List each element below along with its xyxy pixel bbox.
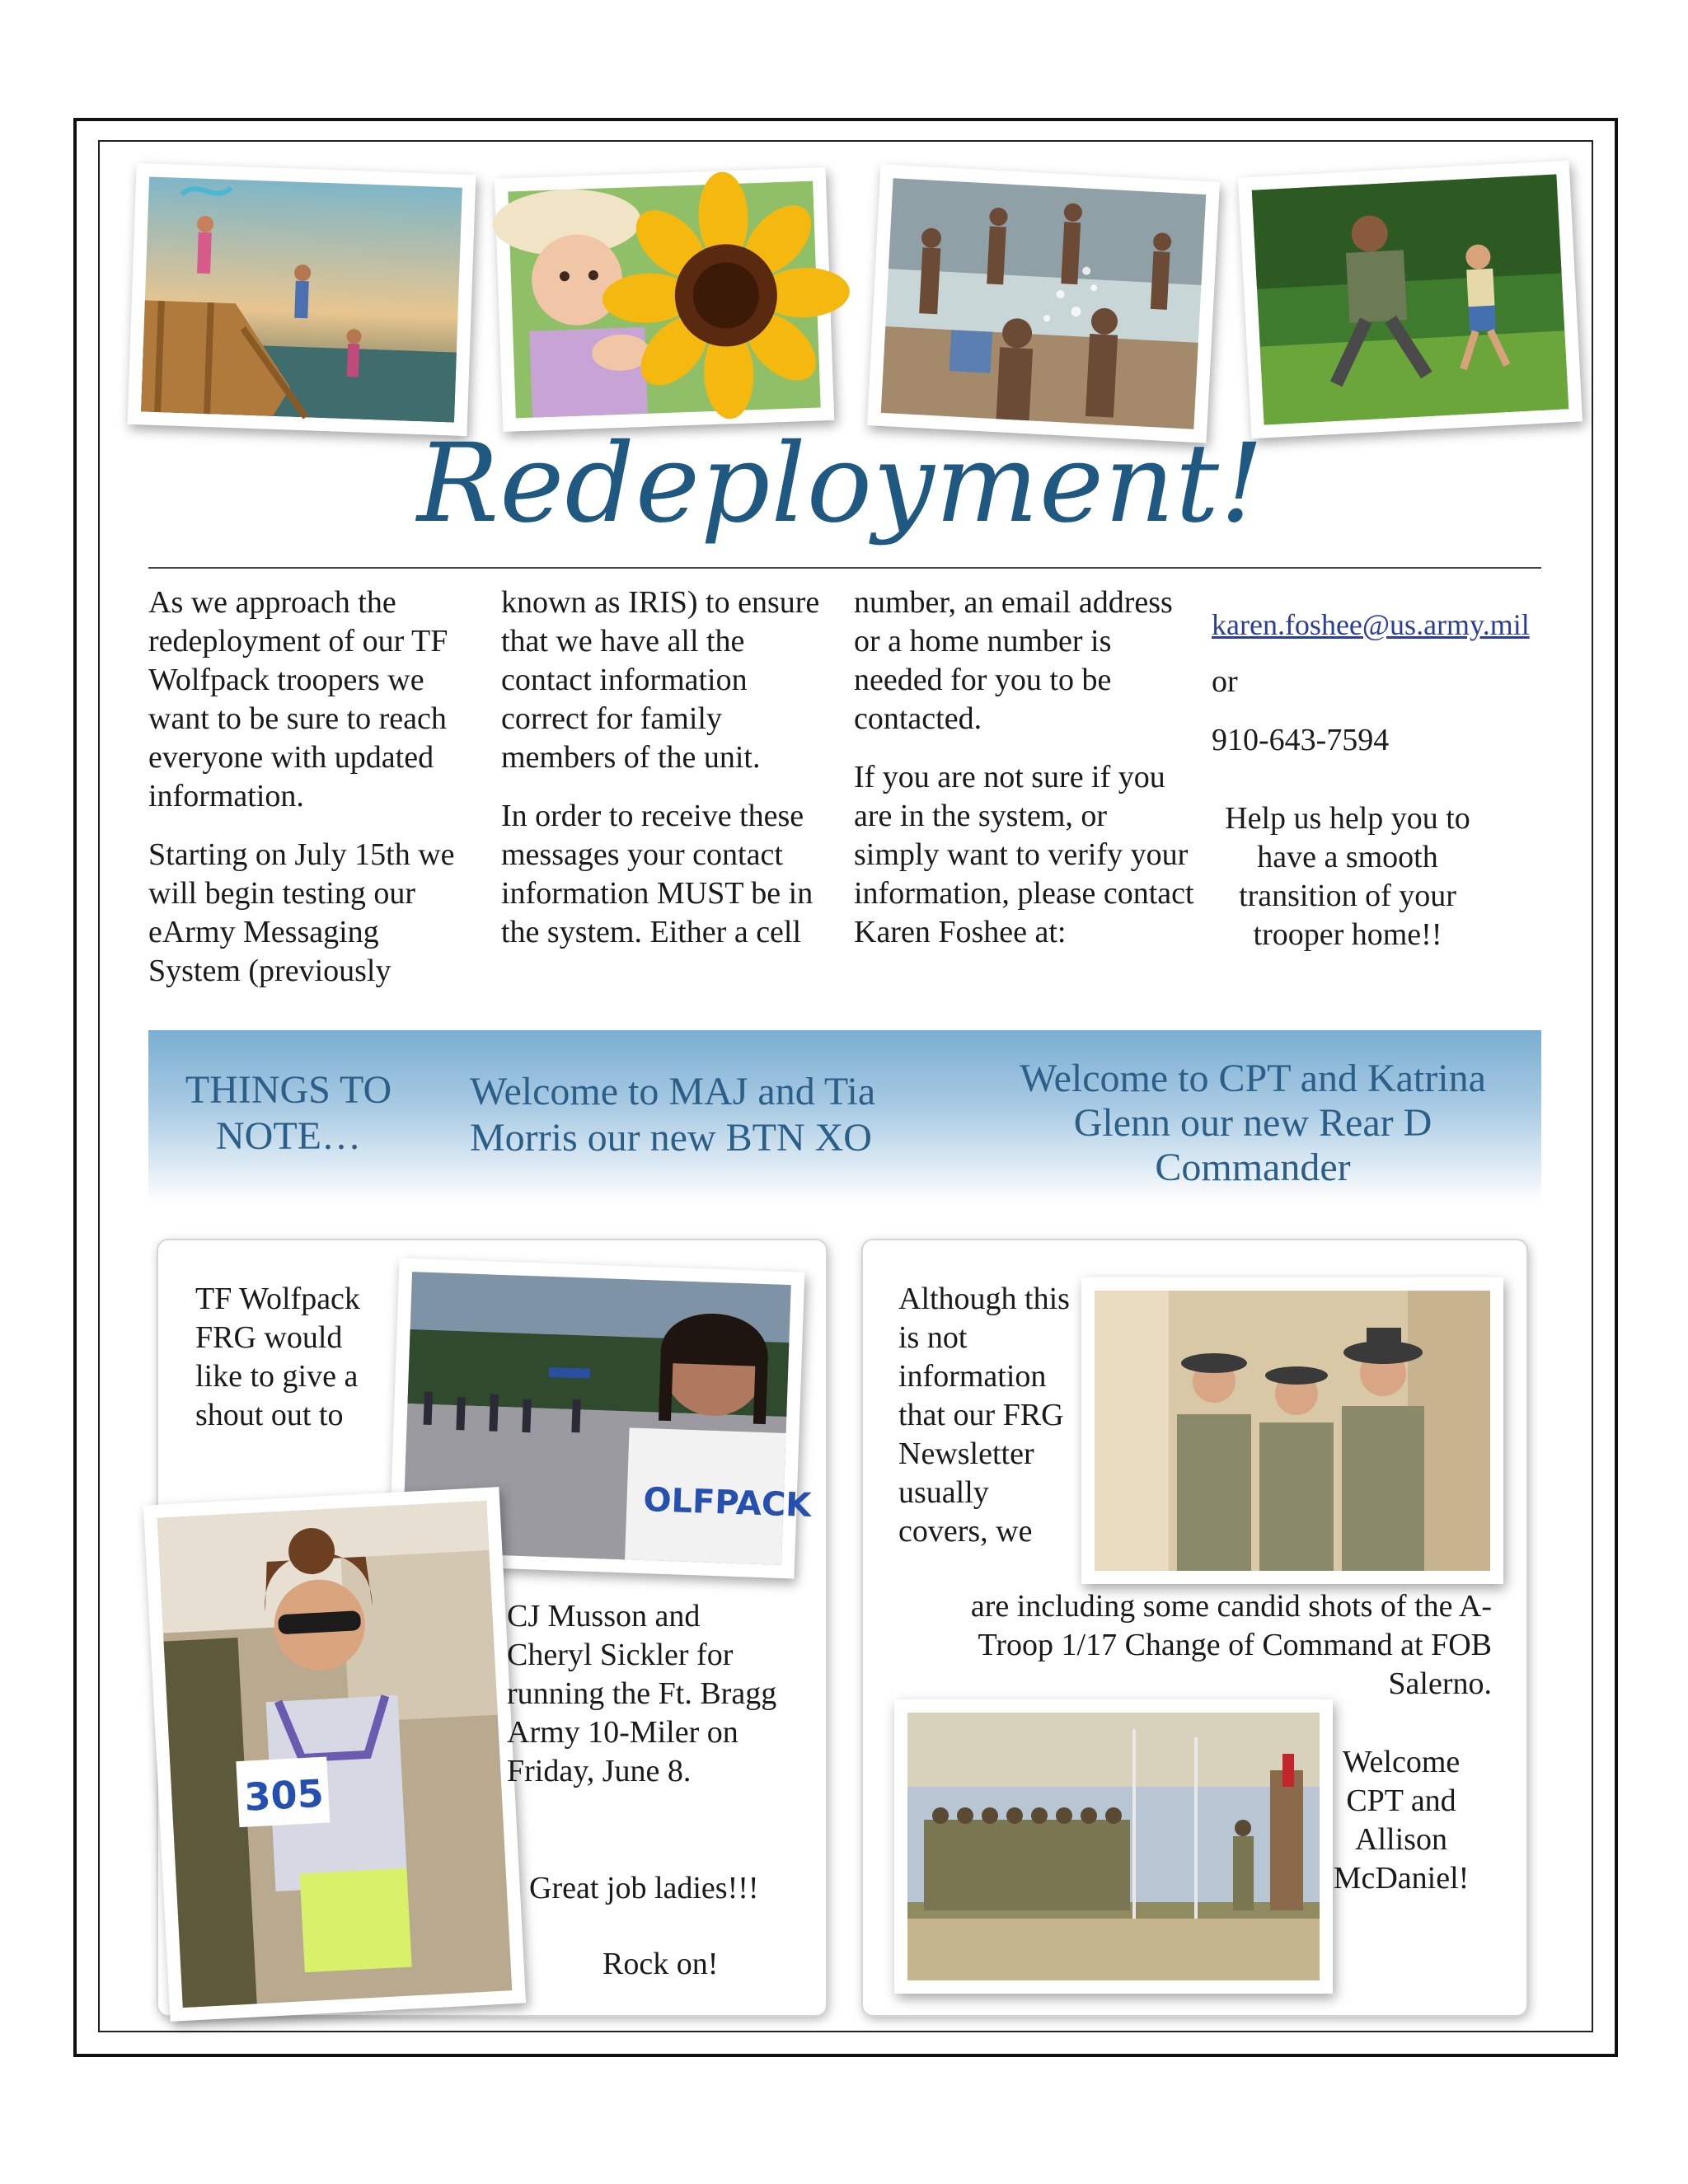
intro-column-1 [148,583,470,1010]
soldiers-closeup-photo [1081,1277,1503,1584]
formation-ceremony-photo [894,1699,1333,1994]
race-bib-number: 305 [243,1770,325,1820]
intro-column-3 [854,583,1200,972]
help-message: Help us help you to have a smooth transition of your trooper home!! [1225,801,1470,952]
great-job-text: Great job ladies!!! [529,1871,759,1905]
welcome-mcdaniel-text: Welcome CPT and Allison McDaniel! [1333,1745,1470,1896]
welcome-reard-text: Welcome to CPT and Katrina Glenn our new Rear D Commander [1020,1057,1486,1189]
runners-text: CJ Musson and Cheryl Sickler for running the Ft. Bragg Army 10-Miler on Friday, June 8. [507,1599,777,1788]
intro-paragraph: number, an email address or a home number is needed for you to be contacted. [854,585,1173,736]
intro-column-2 [501,583,839,972]
runner-race-photo [143,1487,526,2022]
kids-on-dock-photo [128,163,476,436]
things-to-note-heading: THINGS TO NOTE… [185,1068,392,1158]
intro-column-4 [1212,606,1541,954]
intro-paragraph: As we approach the redeployment of our TF Wolfpack troopers we want to be sure to reach everyone with updated information. [148,585,448,813]
father-and-son-running-photo [1238,161,1582,439]
page-title: Redeployment! [416,420,1265,547]
although-text: Although this is not information that our FRG Newsletter usually covers, we [898,1282,1070,1549]
shirt-text: OLFPACK [642,1481,813,1526]
shout-out-intro: TF Wolfpack FRG would like to give a shout out to [195,1282,360,1432]
contact-phone: 910-643-7594 [1212,723,1390,757]
title-divider [148,567,1541,569]
welcome-xo-text: Welcome to MAJ and Tia Morris our new BTN XO [470,1070,876,1160]
candid-shots-text: are including some candid shots of the A-Troop 1/17 Change of Command at FOB Salerno. [970,1589,1492,1701]
rock-on-text: Rock on! [603,1947,719,1981]
or-text: or [1212,664,1238,699]
children-splashing-photo [867,164,1220,443]
baby-with-sunflower-photo [495,167,834,432]
intro-paragraph: Starting on July 15th we will begin testing our eArmy Messaging System (previously [148,837,455,988]
intro-paragraph: In order to receive these messages your contact information MUST be in the system. Either a cell [501,799,814,949]
contact-email-link[interactable]: karen.foshee@us.army.mil [1212,608,1530,641]
intro-paragraph: If you are not sure if you are in the system, or simply want to verify your information, please contact Karen Foshee at: [854,760,1194,949]
intro-paragraph: known as IRIS) to ensure that we have all the contact information correct for family members of the unit. [501,585,820,775]
